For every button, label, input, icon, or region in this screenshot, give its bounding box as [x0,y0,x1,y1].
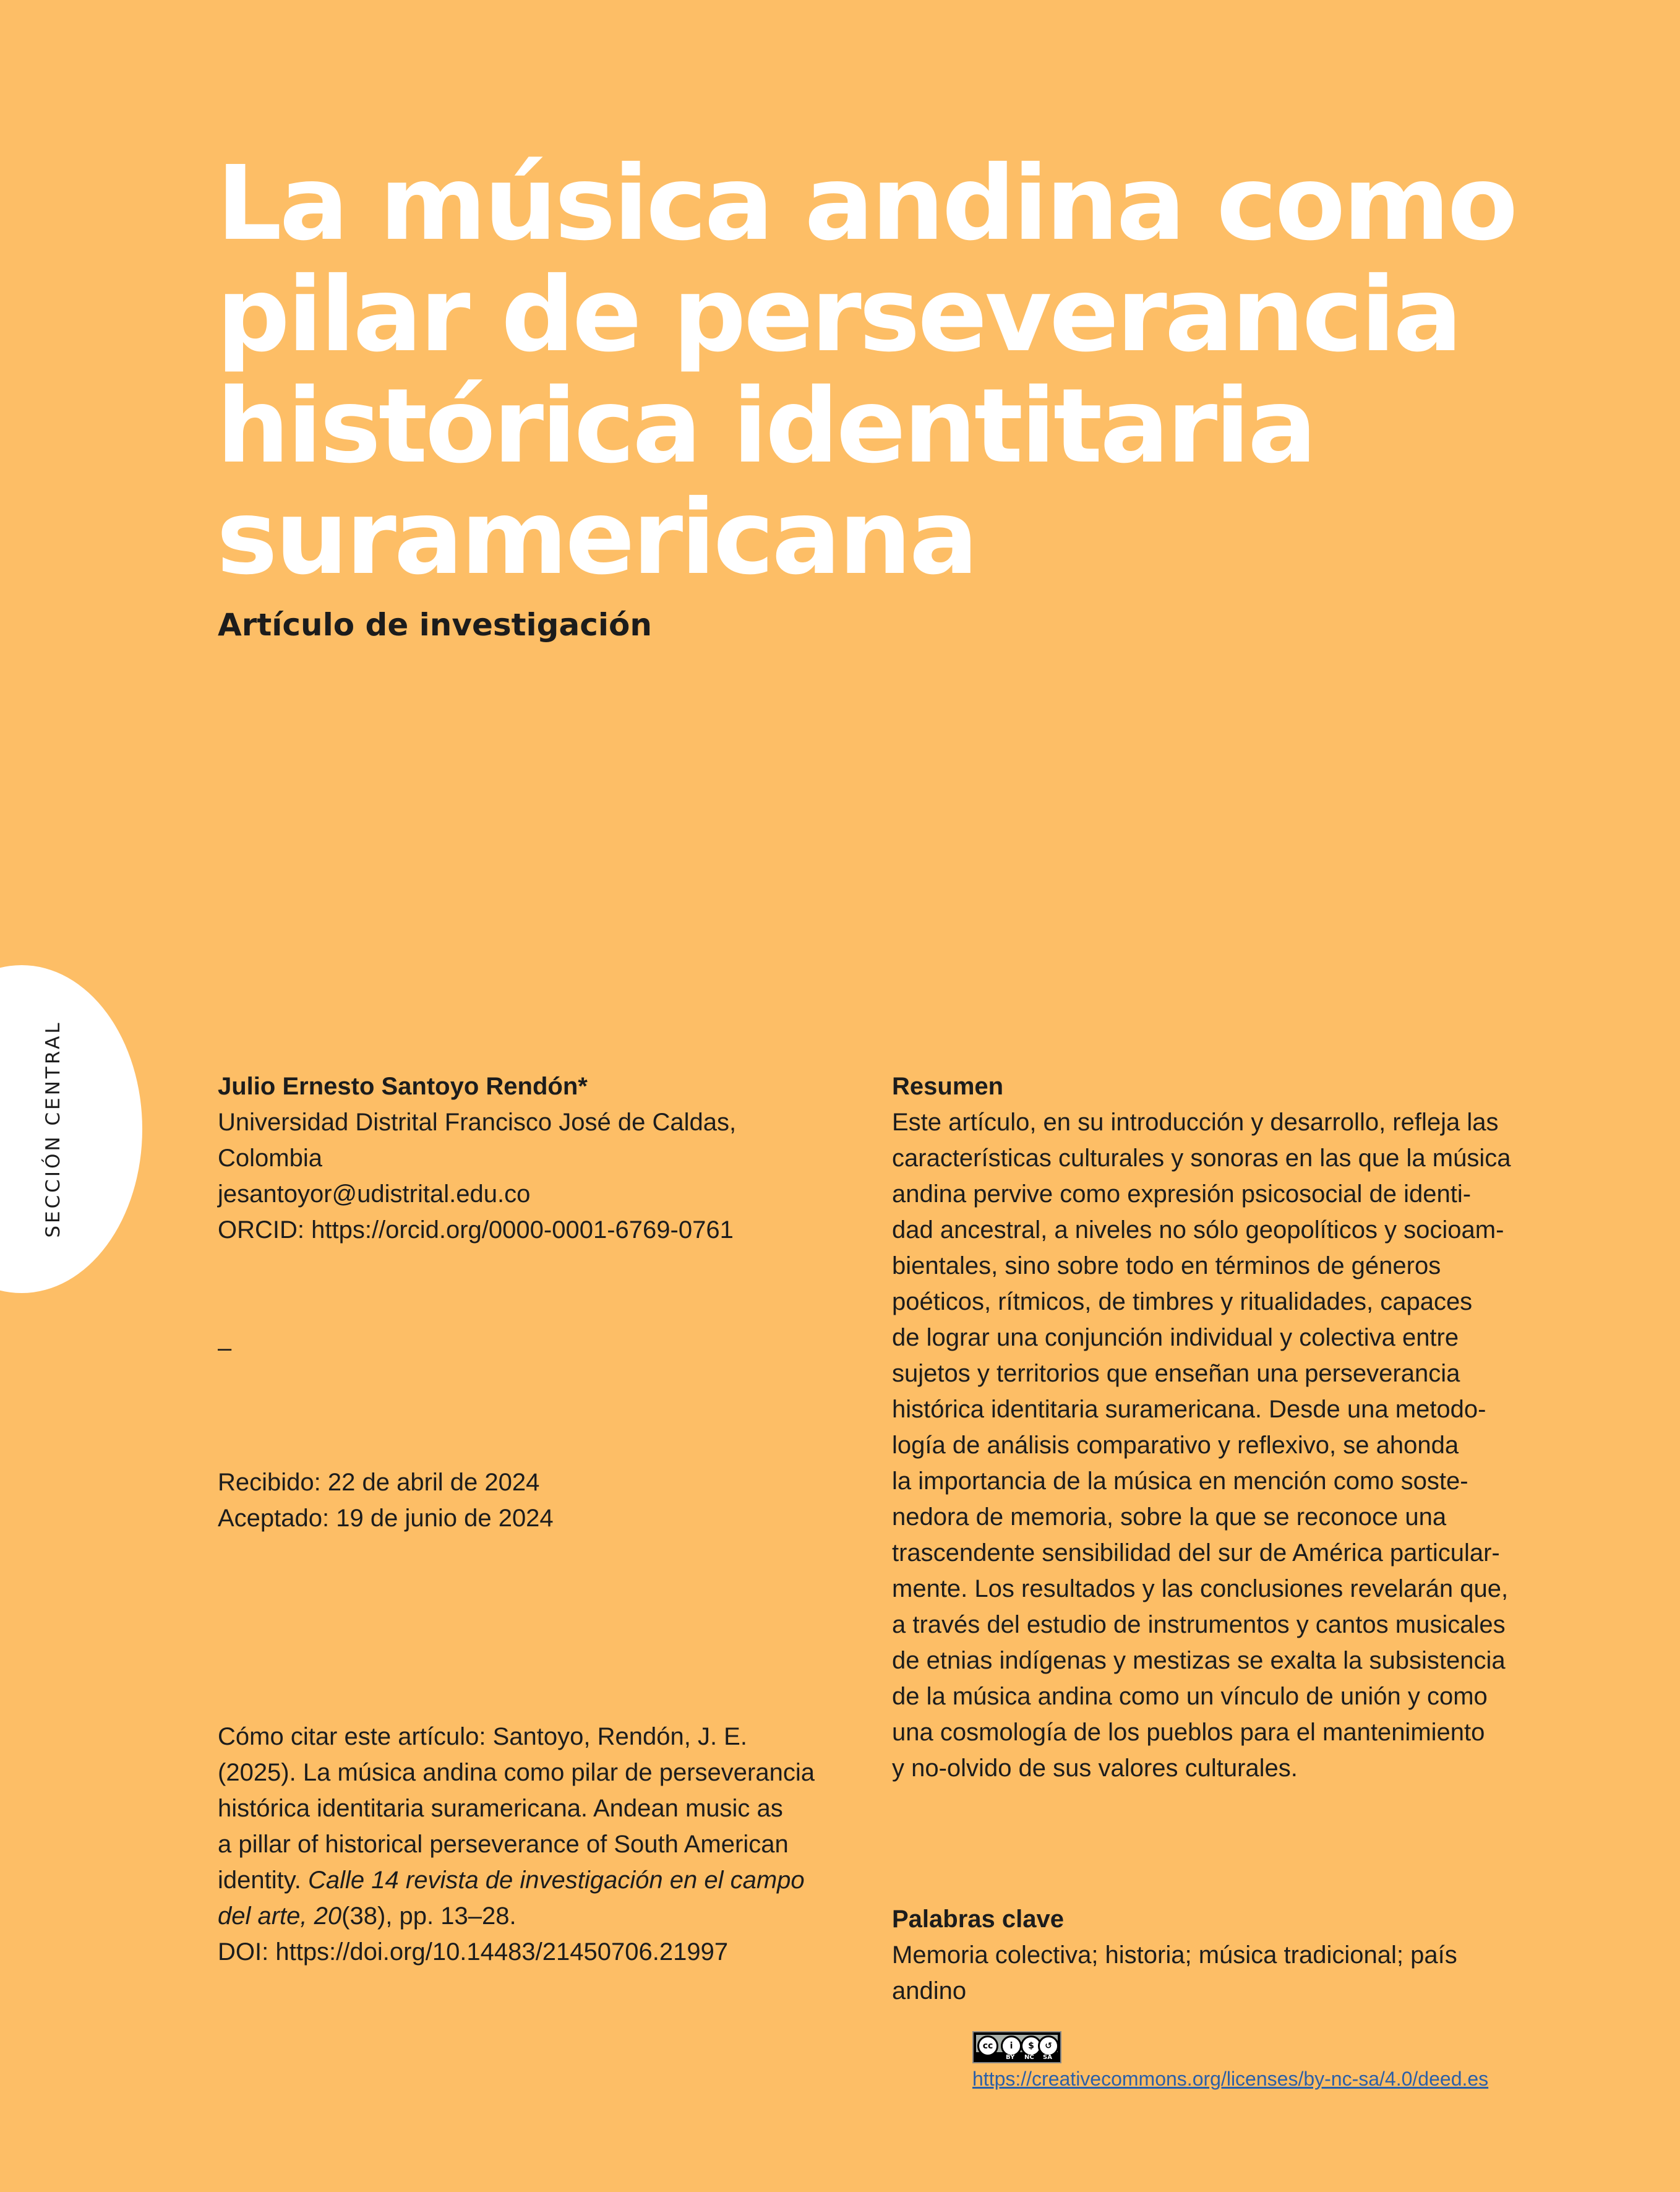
abstract-line: trascendente sensibilidad del sur de América particular- [892,1539,1500,1567]
abstract-line: de etnias indígenas y mestizas se exalta la subsistencia [892,1647,1506,1674]
section-label: SECCIÓN CENTRAL [42,1020,64,1238]
abstract-line: de lograr una conjunción individual y colectiva entre [892,1324,1459,1351]
citation-text: identity. [218,1867,308,1894]
abstract-line: sujetos y territorios que enseñan una perseverancia [892,1360,1460,1387]
citation-line: a pillar of historical perseverance of South American [218,1831,789,1858]
abstract-line: andina pervive como expresión psicosocial de identi- [892,1180,1472,1208]
citation-text: (38), pp. 13–28. [341,1902,516,1930]
keywords-line: andino [892,1977,967,2005]
abstract-line: nedora de memoria, sobre la que se reconoce una [892,1503,1447,1531]
badge-label-by: BY [1006,2054,1015,2061]
citation-line: (2025). La música andina como pilar de perseverancia [218,1759,815,1786]
abstract-line: la importancia de la música en mención como soste- [892,1468,1468,1495]
title-line: La música andina como [216,144,1516,264]
abstract-line: logía de análisis comparativo y reflexivo, se ahonda [892,1432,1459,1459]
abstract-line: bientales, sino sobre todo en términos de géneros [892,1252,1441,1279]
abstract-line: de la música andina como un vínculo de unión y como [892,1683,1488,1710]
abstract-line: poéticos, rítmicos, de timbres y ritualidades, capaces [892,1288,1473,1315]
abstract-line: a través del estudio de instrumentos y cantos musicales [892,1611,1506,1638]
cc-circle-icon: cc [977,2035,998,2057]
citation-line [218,1898,861,1934]
author-affiliation: Universidad Distrital Francisco José de Caldas, [218,1109,737,1136]
date-received: Recibido: 22 de abril de 2024 [218,1469,540,1496]
abstract [892,1068,1548,1786]
citation [218,1719,861,1970]
author-email[interactable]: jesantoyor@udistrital.edu.co [218,1180,531,1208]
abstract-line: dad ancestral, a niveles no sólo geopolíticos y socioam- [892,1216,1504,1244]
title-line: suramericana [216,478,976,598]
journal-name: Calle 14 revista de investigación en el campo [308,1867,805,1894]
section-tab [0,965,142,1293]
citation-doi[interactable]: DOI: https://doi.org/10.14483/21450706.21997 [218,1938,729,1966]
citation-line: histórica identitaria suramericana. Andean music as [218,1795,783,1822]
journal-volume: del arte, 20 [218,1902,342,1930]
separator-dash: – [218,1335,232,1362]
share-alike-icon: ↺ [1038,2035,1059,2057]
abstract-line: mente. Los resultados y las conclusiones revelarán que, [892,1575,1509,1602]
no-dollar-icon: $ [1021,2035,1042,2057]
keywords-line: Memoria colectiva; historia; música tradicional; país [892,1941,1457,1969]
title-line: pilar de perseverancia [216,256,1460,375]
abstract-line: características culturales y sonoras en las que la música [892,1145,1511,1172]
article-dates [218,1464,849,1536]
abstract-line: y no-olvido de sus valores culturales. [892,1755,1298,1782]
author-affiliation: Colombia [218,1145,322,1172]
keywords-heading: Palabras clave [892,1906,1064,1933]
keywords [892,1901,1548,2009]
abstract-line: histórica identitaria suramericana. Desde una metodo- [892,1396,1486,1423]
badge-label-nc: NC [1024,2054,1034,2061]
badge-label-sa: SA [1043,2054,1052,2061]
creative-commons-by-nc-sa-icon[interactable] [972,2031,1061,2063]
date-accepted: Aceptado: 19 de junio de 2024 [218,1505,554,1532]
title-line: histórica identitaria [216,367,1315,486]
citation-line: Cómo citar este artículo: Santoyo, Rendón, J. E. [218,1723,747,1750]
article-type: Artículo de investigación [218,607,652,643]
citation-line [218,1862,861,1898]
abstract-line: una cosmología de los pueblos para el mantenimiento [892,1719,1485,1746]
article-title [216,144,1577,598]
abstract-heading: Resumen [892,1073,1004,1100]
author-info [218,1068,849,1248]
author-orcid[interactable]: ORCID: https://orcid.org/0000-0001-6769-0761 [218,1216,734,1244]
author-name: Julio Ernesto Santoyo Rendón* [218,1073,588,1100]
person-icon: i [1001,2035,1022,2057]
license-link[interactable]: https://creativecommons.org/licenses/by-nc-sa/4.0/deed.es [972,2068,1489,2090]
abstract-line: Este artículo, en su introducción y desarrollo, refleja las [892,1109,1499,1136]
